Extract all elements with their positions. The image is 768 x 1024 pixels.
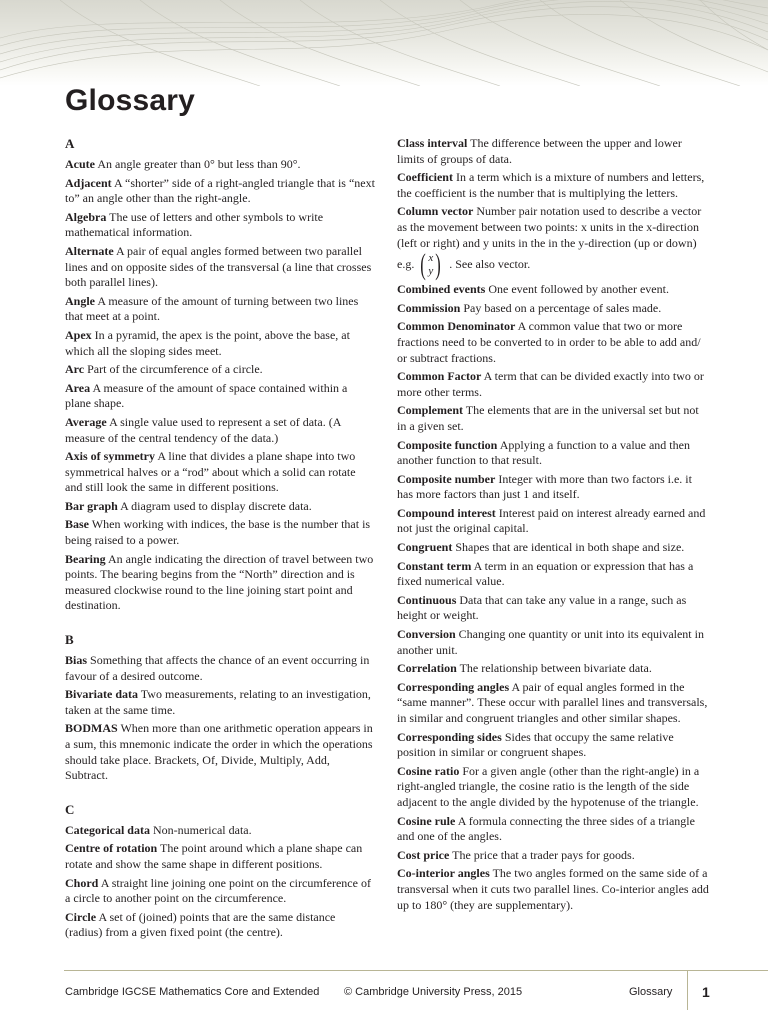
glossary-definition: A term that can be divided exactly into two or more other terms. (397, 369, 704, 399)
glossary-entry (397, 627, 709, 658)
glossary-entry (65, 517, 375, 548)
glossary-term: Cosine rule (397, 813, 456, 828)
glossary-entry (65, 876, 375, 907)
glossary-term: Axis of symmetry (65, 449, 155, 464)
glossary-entry (397, 506, 709, 537)
glossary-definition: An angle greater than 0° but less than 90°. (97, 157, 301, 171)
vector-example (397, 248, 709, 282)
glossary-term: Adjacent (65, 175, 112, 190)
glossary-term: Angle (65, 293, 95, 308)
glossary-term: Apex (65, 327, 92, 342)
wave-pattern-graphic (0, 0, 768, 86)
glossary-definition: Two measurements, relating to an investigation, taken at the same time. (65, 687, 371, 717)
glossary-entry (65, 362, 375, 378)
glossary-entry (65, 653, 375, 684)
glossary-entry (65, 687, 375, 718)
glossary-definition: In a pyramid, the apex is the point, above the base, at which all the sloping sides meet. (65, 327, 350, 358)
glossary-definition: Non-numerical data. (152, 822, 252, 837)
glossary-term: Co-interior angles (397, 866, 490, 881)
glossary-term: Common Factor (397, 369, 482, 384)
glossary-definition: Data that can take any value in a range, such as height or weight. (397, 592, 687, 623)
glossary-definition: Applying a function to a value and then another function to that result. (397, 437, 690, 468)
glossary-definition: The difference between the upper and lower limits of groups of data. (397, 136, 682, 166)
glossary-entry (65, 415, 375, 446)
glossary-definition: Interest paid on interest already earned and not just the original capital. (397, 505, 706, 536)
glossary-term: Congruent (397, 540, 453, 555)
glossary-definition: Integer with more than two factors i.e. it has more factors than just 1 and itself. (397, 471, 692, 502)
glossary-term: Alternate (65, 243, 114, 258)
glossary-section (65, 136, 375, 614)
glossary-definition: In a term which is a mixture of numbers and letters, the coefficient is the number that is multiplying the letters. (397, 170, 705, 200)
glossary-entry (397, 319, 709, 366)
right-entries-before (397, 136, 709, 201)
glossary-term: Correlation (397, 661, 457, 676)
glossary-term: Categorical data (65, 822, 150, 837)
glossary-entry (65, 721, 375, 783)
glossary-entry (397, 403, 709, 434)
glossary-entry (397, 730, 709, 761)
glossary-entry (397, 472, 709, 503)
glossary-term: Complement (397, 403, 463, 418)
glossary-entry (397, 301, 709, 317)
glossary-definition: A pair of equal angles formed in the “same manner”. These occur with parallel lines and transversals, in similar and congruent triangles and other similar shapes. (397, 679, 708, 725)
glossary-definition: When more than one arithmetic operation appears in a sum, this mnemonic indicate the order in which the operations should take place. Brackets, Of, Divide, Multiply, Add, Subtract. (65, 721, 373, 783)
glossary-term: Bearing (65, 551, 106, 566)
glossary-definition: A pair of equal angles formed between two parallel lines and on opposite sides of the transversal (a line that crosses both parallel lines). (65, 243, 372, 290)
page-number: 1 (702, 984, 710, 1000)
glossary-term: Common Denominator (397, 319, 516, 334)
glossary-entry (397, 764, 709, 811)
footer-divider (64, 970, 768, 971)
glossary-definition: The point around which a plane shape can rotate and show the same shape in different positions. (65, 841, 363, 871)
glossary-term: Continuous (397, 592, 457, 607)
glossary-entry (397, 866, 709, 913)
glossary-entry (65, 499, 375, 515)
glossary-term: Cosine ratio (397, 763, 460, 778)
glossary-definition: One event followed by another event. (488, 282, 669, 297)
page-title: Glossary (65, 84, 196, 117)
glossary-term: Commission (397, 300, 461, 315)
glossary-definition: The relationship between bivariate data. (459, 661, 652, 676)
glossary-entry (65, 841, 375, 872)
glossary-section (65, 802, 375, 941)
glossary-definition: Changing one quantity or unit into its equivalent in another unit. (397, 627, 704, 657)
footer-copyright: © Cambridge University Press, 2015 (344, 986, 523, 998)
glossary-definition: Sides that occupy the same relative position in similar or congruent shapes. (397, 729, 674, 760)
glossary-term: Corresponding angles (397, 679, 510, 694)
glossary-entry (65, 449, 375, 496)
section-letter-heading: B (65, 632, 74, 648)
glossary-term: Corresponding sides (397, 729, 502, 744)
glossary-definition: A diagram used to display discrete data. (120, 498, 312, 513)
glossary-definition: A common value that two or more fractions need to be converted to in order to be able to add and/ or subtract fractions. (397, 319, 701, 365)
glossary-entry (65, 176, 375, 207)
glossary-definition: A line that divides a plane shape into two symmetrical halves or a “rod” about which a solid can rotate and still look the same in different positions. (65, 449, 356, 495)
glossary-term: Coefficient (397, 170, 453, 185)
glossary-entry (397, 170, 709, 201)
glossary-term: Circle (65, 909, 97, 924)
glossary-term: Combined events (397, 282, 486, 297)
glossary-entry (397, 593, 709, 624)
glossary-definition: Number pair notation used to describe a vector as the movement between two points: x units in the x-direction (left or right) and y units in the in the y-direction (up or down) (397, 204, 702, 250)
see-also-text: . See also vector. (449, 257, 531, 272)
glossary-term: Average (65, 414, 107, 429)
glossary-definition: For a given angle (other than the right-angle) in a right-angled triangle, the cosine ratio is the length of the side adjacent to the angle divided by the hypotenuse of the triangle. (397, 763, 700, 809)
glossary-entry (397, 282, 709, 298)
glossary-entry (65, 210, 375, 241)
glossary-definition: The price that a trader pays for goods. (452, 847, 635, 862)
glossary-term: Compound interest (397, 505, 496, 520)
glossary-term: Column vector (397, 204, 474, 219)
section-letter-heading: A (65, 136, 75, 151)
glossary-definition: Pay based on a percentage of sales made. (463, 300, 662, 315)
glossary-term: Chord (65, 875, 99, 890)
vector-top: x (428, 252, 434, 265)
column-vector-notation: ( x y ) (420, 248, 441, 282)
section-letter-heading: C (65, 801, 75, 817)
footer-book-title: Cambridge IGCSE Mathematics Core and Extended (65, 986, 320, 998)
glossary-entry (397, 559, 709, 590)
glossary-term: Constant term (397, 558, 472, 573)
glossary-entry (397, 661, 709, 677)
example-label: e.g. (397, 257, 415, 272)
glossary-term: Composite number (397, 471, 496, 486)
glossary-entry (397, 540, 709, 556)
glossary-right-column (397, 136, 709, 916)
glossary-definition: The elements that are in the universal set but not in a given set. (397, 403, 699, 433)
glossary-term: Bias (65, 653, 88, 668)
glossary-left-column (65, 136, 375, 944)
glossary-term: Acute (65, 157, 95, 171)
page-number-divider (687, 970, 688, 1010)
glossary-term: Cost price (397, 847, 450, 862)
glossary-entry (65, 381, 375, 412)
glossary-term: Base (65, 517, 89, 532)
glossary-term: Class interval (397, 136, 468, 150)
glossary-definition: A formula connecting the three sides of a triangle and one of the angles. (397, 813, 695, 844)
glossary-entry (65, 328, 375, 359)
glossary-definition: Shapes that are identical in both shape and size. (455, 540, 685, 555)
glossary-entry (65, 823, 375, 839)
glossary-section (65, 632, 375, 784)
glossary-definition: When working with indices, the base is the number that is being raised to a power. (65, 517, 371, 548)
glossary-definition: A term in an equation or expression that has a fixed numerical value. (397, 558, 694, 589)
glossary-entry (397, 680, 709, 727)
glossary-term: Bar graph (65, 498, 118, 513)
glossary-definition: A measure of the amount of space contained within a plane shape. (65, 380, 348, 411)
glossary-term: Area (65, 380, 91, 395)
glossary-term: Centre of rotation (65, 841, 158, 856)
glossary-term: Arc (65, 362, 85, 377)
glossary-definition: A single value used to represent a set of data. (A measure of the central tendency of the data.) (65, 414, 341, 445)
decorative-header-banner (0, 0, 768, 86)
glossary-definition: The two angles formed on the same side of a transversal when it cuts two parallel lines. Co-interior angles add up to 180° (they are supplementary). (397, 866, 709, 912)
glossary-entry (397, 848, 709, 864)
right-entries-after (397, 282, 709, 913)
vector-bottom: y (428, 265, 434, 278)
glossary-entry (65, 294, 375, 325)
glossary-term: Algebra (65, 209, 107, 224)
glossary-definition: A “shorter” side of a right-angled triangle that is “next to” an angle other than the right-angle. (65, 175, 375, 206)
glossary-entry (397, 438, 709, 469)
glossary-definition: The use of letters and other symbols to write mathematical information. (65, 209, 324, 240)
glossary-definition: An angle indicating the direction of travel between two points. The bearing begins from the “North” direction and is measured clockwise round to the line joining start point and destination. (65, 551, 374, 613)
footer-section-name: Glossary (629, 986, 673, 998)
glossary-definition: A straight line joining one point on the circumference of a circle to another point on the circumference. (65, 875, 371, 906)
glossary-term: Composite function (397, 437, 498, 452)
glossary-entry (65, 244, 375, 291)
glossary-term: Bivariate data (65, 687, 138, 702)
glossary-definition: Part of the circumference of a circle. (87, 362, 263, 377)
glossary-entry (397, 369, 709, 400)
glossary-entry (397, 814, 709, 845)
glossary-definition: A set of (joined) points that are the same distance (radius) from a given fixed point (the centre). (65, 909, 336, 940)
glossary-entry (65, 157, 375, 173)
glossary-entry (65, 552, 375, 614)
glossary-entry (65, 910, 375, 941)
glossary-entry-column-vector (397, 204, 709, 282)
glossary-term: Conversion (397, 627, 456, 642)
glossary-term: BODMAS (65, 721, 118, 736)
glossary-definition: A measure of the amount of turning between two lines that meet at a point. (65, 293, 359, 324)
glossary-definition: Something that affects the chance of an event occurring in favour of a desired outcome. (65, 653, 370, 683)
glossary-entry (397, 136, 709, 167)
